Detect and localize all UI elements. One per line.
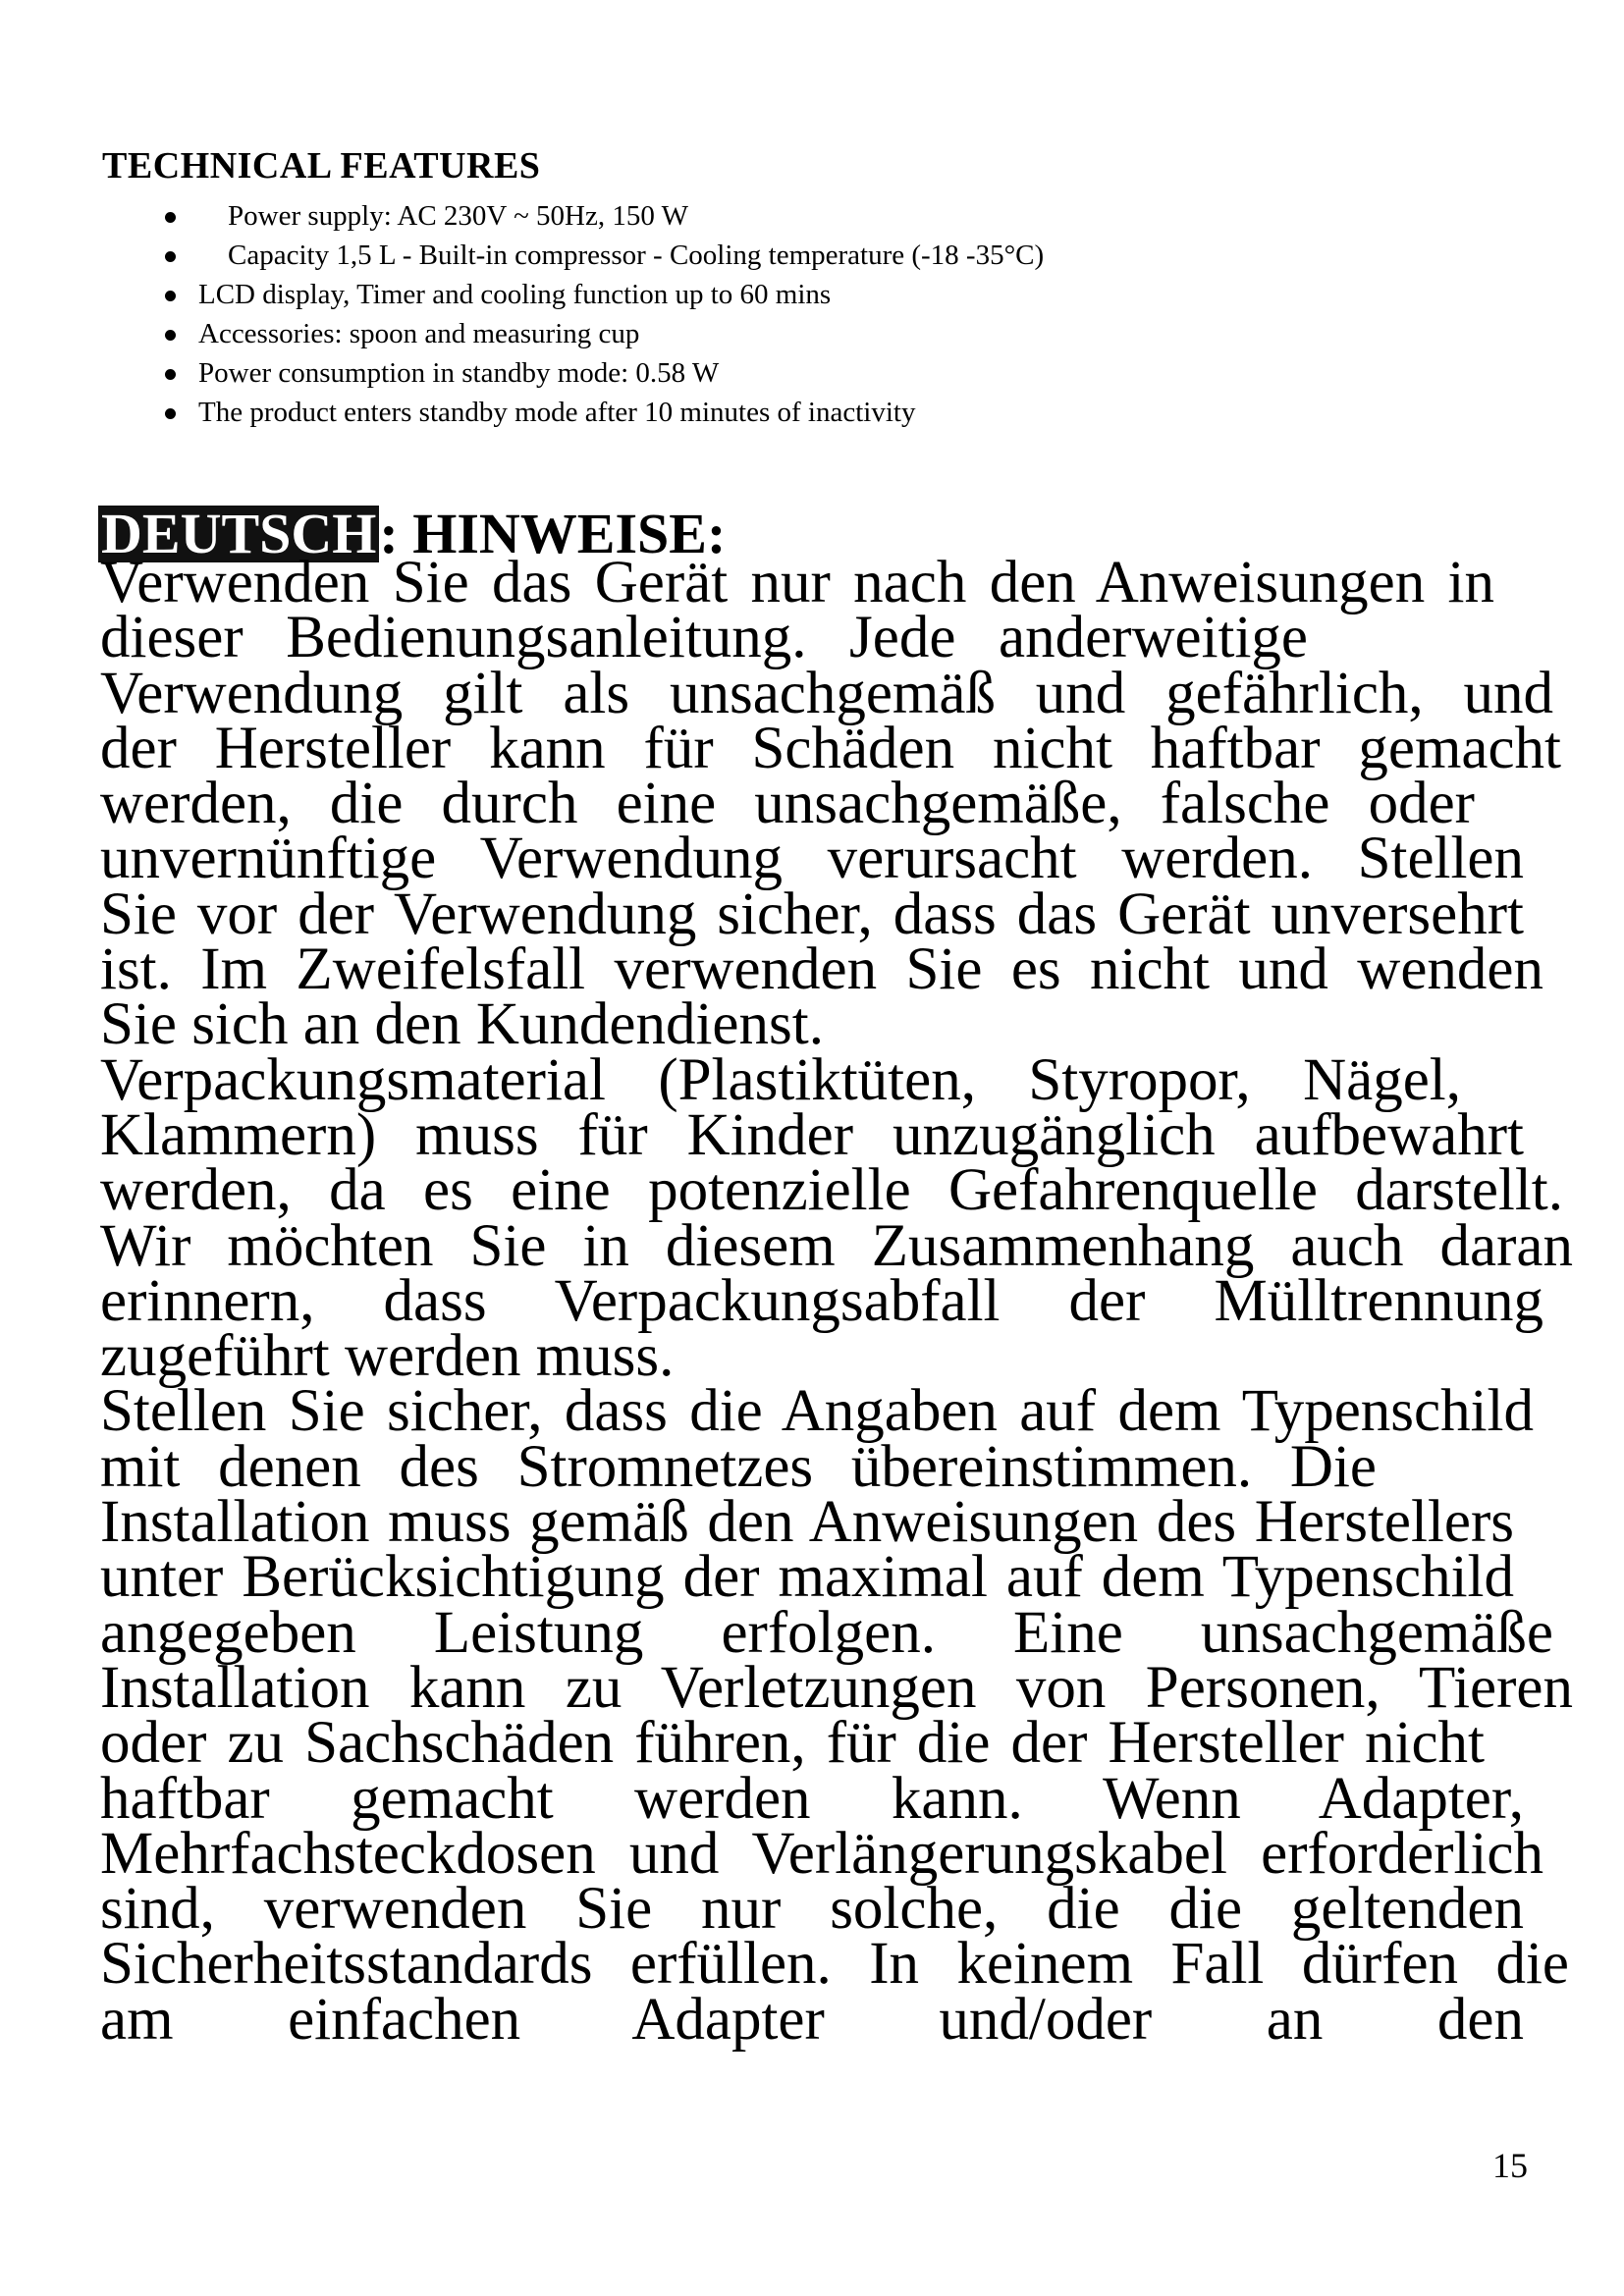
text-line: Mehrfachsteckdosen und Verlängerungskabel erforderlich [100,1820,1543,1887]
text-line: Sie sich an den Kundendienst. [100,991,824,1058]
bullet-icon [165,212,176,223]
list-item [0,275,1375,314]
list-item [0,196,1375,236]
language-tag: DEUTSCH [98,506,379,562]
list-item-text: Accessories: spoon and measuring cup [198,318,640,349]
text-line: zugeführt werden muss. [100,1323,675,1390]
german-instructions-text [100,550,1573,2053]
text-line: angegeben Leistung erfolgen. Eine unsachgemäße [100,1599,1553,1666]
text-line: Installation kann zu Verletzungen von Personen, Tieren [100,1654,1573,1721]
text-line: Sie vor der Verwendung sicher, dass das Gerät unversehrt [100,881,1524,947]
bullet-icon [165,330,176,341]
page-number: 15 [1492,2146,1528,2185]
text-line: haftbar gemacht werden kann. Wenn Adapter, [100,1765,1524,1832]
list-item [0,353,1375,393]
bullet-icon [165,291,176,301]
list-item-text: Power supply: AC 230V ~ 50Hz, 150 W [228,200,688,232]
bullet-icon [165,251,176,262]
list-item-text: Power consumption in standby mode: 0.58 W [198,357,720,389]
text-line: Verpackungsmaterial (Plastiktüten, Styropor, Nägel, [100,1046,1461,1113]
text-line: werden, da es eine potenzielle Gefahrenquelle darstellt. [100,1157,1563,1224]
bullet-icon [165,369,176,380]
list-item-text: The product enters standby mode after 10 minutes of inactivity [198,397,916,428]
list-item [0,393,1375,432]
text-line: erinnern, dass Verpackungsabfall der Mülltrennung [100,1267,1543,1334]
text-line: werden, die durch eine unsachgemäße, falsche oder [100,771,1475,837]
list-item [0,314,1375,353]
technical-features-title: TECHNICAL FEATURES [102,145,541,187]
text-line: Installation muss gemäß den Anweisungen des Herstellers [100,1489,1514,1556]
text-line: oder zu Sachschäden führen, für die der Hersteller nicht [100,1710,1485,1777]
text-line: Wir möchten Sie in diesem Zusammenhang auch daran [100,1212,1573,1279]
text-line: mit denen des Stromnetzes übereinstimmen. Die [100,1433,1377,1500]
text-line: am einfachen Adapter und/oder an den [100,1986,1524,2053]
text-line: ist. Im Zweifelsfall verwenden Sie es nicht und wenden [100,936,1543,1003]
list-item-text: Capacity 1,5 L - Built-in compressor - Cooling temperature (-18 -35°C) [228,240,1045,271]
text-line: unvernünftige Verwendung verursacht werden. Stellen [100,826,1524,892]
text-line: Verwenden Sie das Gerät nur nach den Anweisungen in [100,550,1494,615]
text-line: Klammern) muss für Kinder unzugänglich aufbewahrt [100,1101,1524,1168]
text-line: Stellen Sie sicher, dass die Angaben auf dem Typenschild [100,1378,1534,1445]
text-line: der Hersteller kann für Schäden nicht haftbar gemacht [100,715,1561,781]
list-item [0,236,1375,275]
text-line: Verwendung gilt als unsachgemäß und gefährlich, und [100,660,1553,726]
text-line: Sicherheitsstandards erfüllen. In keinem Fall dürfen die [100,1931,1569,1998]
bullet-icon [165,408,176,419]
text-line: sind, verwenden Sie nur solche, die die geltenden [100,1876,1524,1943]
list-item-text: LCD display, Timer and cooling function up to 60 mins [198,279,832,310]
text-line: dieser Bedienungsanleitung. Jede anderweitige [100,605,1308,671]
text-line: unter Berücksichtigung der maximal auf dem Typenschild [100,1544,1514,1611]
heading-text: : HINWEISE: [379,502,727,565]
